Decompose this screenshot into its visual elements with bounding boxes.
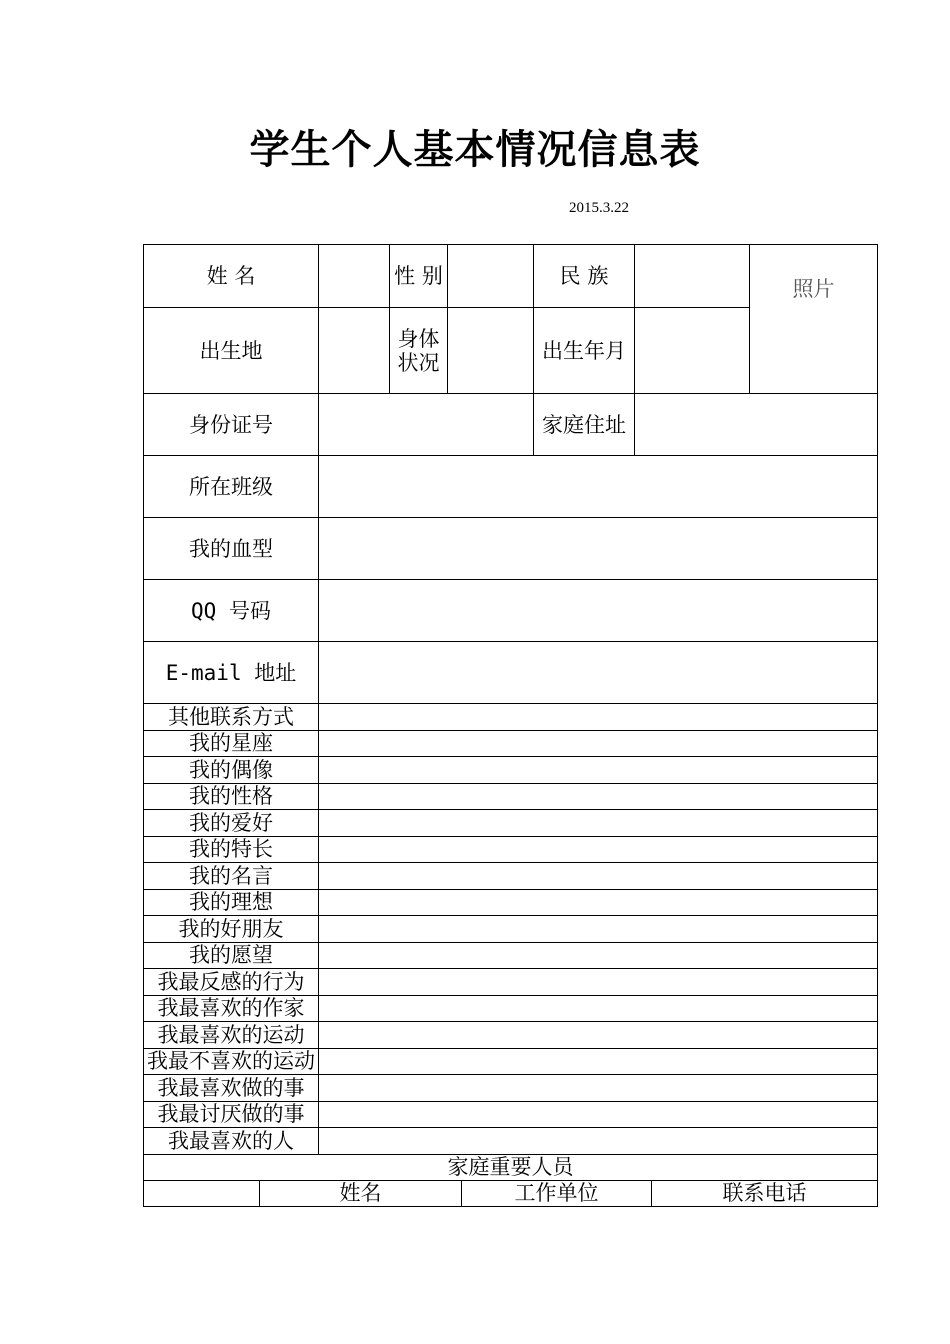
row-value-cell[interactable] bbox=[319, 783, 878, 810]
row-label: 其他联系方式 bbox=[144, 704, 319, 731]
row-other-contact bbox=[144, 704, 878, 731]
family-section-label: 家庭重要人员 bbox=[144, 1155, 878, 1181]
photo-cell[interactable] bbox=[750, 245, 878, 394]
row-label: 我的爱好 bbox=[144, 810, 319, 837]
row-favorite-writer bbox=[144, 995, 878, 1022]
row-label: 我最喜欢的运动 bbox=[144, 1022, 319, 1049]
row-wish bbox=[144, 942, 878, 969]
class-value-cell[interactable] bbox=[319, 456, 878, 518]
row-label: 我的好朋友 bbox=[144, 916, 319, 943]
row-value-cell[interactable] bbox=[319, 1022, 878, 1049]
row-ideal bbox=[144, 889, 878, 916]
row-label: 我最不喜欢的运动 bbox=[144, 1048, 319, 1075]
row-value-cell[interactable] bbox=[319, 1101, 878, 1128]
row-value-cell[interactable] bbox=[319, 863, 878, 890]
row-constellation bbox=[144, 730, 878, 757]
row-label: 我最喜欢的人 bbox=[144, 1128, 319, 1155]
row-motto bbox=[144, 863, 878, 890]
name-label: 姓 名 bbox=[144, 245, 319, 308]
row-value-cell[interactable] bbox=[319, 757, 878, 784]
qq-value-cell[interactable] bbox=[319, 580, 878, 642]
qq-label: QQ 号码 bbox=[144, 580, 319, 642]
row-label: 我的名言 bbox=[144, 863, 319, 890]
row-label: 我最讨厌做的事 bbox=[144, 1101, 319, 1128]
family-section-header-row bbox=[144, 1155, 878, 1181]
ethnicity-label: 民 族 bbox=[534, 245, 635, 308]
birth-month-value-cell[interactable] bbox=[635, 308, 750, 394]
row-blood-type bbox=[144, 518, 878, 580]
row-value-cell[interactable] bbox=[319, 1075, 878, 1102]
row-disliked-behavior bbox=[144, 969, 878, 996]
row-label: 我最喜欢的作家 bbox=[144, 995, 319, 1022]
family-col-workplace: 工作单位 bbox=[462, 1181, 652, 1207]
row-favorite-activity bbox=[144, 1075, 878, 1102]
photo-label: 照片 bbox=[792, 277, 835, 301]
birthplace-label: 出生地 bbox=[144, 308, 319, 394]
blood-type-value-cell[interactable] bbox=[319, 518, 878, 580]
family-col-blank bbox=[144, 1181, 260, 1207]
row-value-cell[interactable] bbox=[319, 810, 878, 837]
id-value-cell[interactable] bbox=[319, 394, 534, 456]
family-members-table bbox=[143, 1154, 878, 1207]
row-qq bbox=[144, 580, 878, 642]
row-label: 我的偶像 bbox=[144, 757, 319, 784]
row-email bbox=[144, 642, 878, 704]
row-personality bbox=[144, 783, 878, 810]
row-label: 我的星座 bbox=[144, 730, 319, 757]
form-title: 学生个人基本情况信息表 bbox=[249, 127, 701, 173]
row-label: 我的理想 bbox=[144, 889, 319, 916]
row-value-cell[interactable] bbox=[319, 730, 878, 757]
row-favorite-person bbox=[144, 1128, 878, 1155]
row-value-cell[interactable] bbox=[319, 836, 878, 863]
email-label: E-mail 地址 bbox=[144, 642, 319, 704]
row-label: 我最反感的行为 bbox=[144, 969, 319, 996]
row-value-cell[interactable] bbox=[319, 942, 878, 969]
gender-value-cell[interactable] bbox=[448, 245, 534, 308]
row-label: 我的愿望 bbox=[144, 942, 319, 969]
email-value-cell[interactable] bbox=[319, 642, 878, 704]
row-value-cell[interactable] bbox=[319, 916, 878, 943]
family-col-name: 姓名 bbox=[260, 1181, 462, 1207]
row-id bbox=[144, 394, 878, 456]
row-class bbox=[144, 456, 878, 518]
id-label: 身份证号 bbox=[144, 394, 319, 456]
address-value-cell[interactable] bbox=[635, 394, 878, 456]
ethnicity-value-cell[interactable] bbox=[635, 245, 750, 308]
address-label: 家庭住址 bbox=[534, 394, 635, 456]
row-least-favorite-activity bbox=[144, 1101, 878, 1128]
birth-month-label: 出生年月 bbox=[534, 308, 635, 394]
family-col-phone: 联系电话 bbox=[652, 1181, 878, 1207]
row-favorite-sport bbox=[144, 1022, 878, 1049]
row-name bbox=[144, 245, 878, 308]
row-label: 我的特长 bbox=[144, 836, 319, 863]
row-hobby bbox=[144, 810, 878, 837]
row-value-cell[interactable] bbox=[319, 1048, 878, 1075]
row-best-friend bbox=[144, 916, 878, 943]
birthplace-value-cell[interactable] bbox=[319, 308, 390, 394]
form-date: 2015.3.22 bbox=[569, 200, 629, 216]
row-value-cell[interactable] bbox=[319, 889, 878, 916]
family-column-header-row bbox=[144, 1181, 878, 1207]
row-value-cell[interactable] bbox=[319, 704, 878, 731]
health-label-line1: 身体 bbox=[397, 326, 440, 351]
name-value-cell[interactable] bbox=[319, 245, 390, 308]
blood-type-label: 我的血型 bbox=[144, 518, 319, 580]
health-label-line2: 状况 bbox=[397, 350, 440, 375]
row-value-cell[interactable] bbox=[319, 995, 878, 1022]
health-value-cell[interactable] bbox=[448, 308, 534, 394]
row-least-favorite-sport bbox=[144, 1048, 878, 1075]
row-label: 我最喜欢做的事 bbox=[144, 1075, 319, 1102]
row-value-cell[interactable] bbox=[319, 1128, 878, 1155]
student-info-table bbox=[143, 244, 878, 1155]
health-label bbox=[390, 308, 448, 394]
class-label: 所在班级 bbox=[144, 456, 319, 518]
gender-label: 性 别 bbox=[390, 245, 448, 308]
row-label: 我的性格 bbox=[144, 783, 319, 810]
row-value-cell[interactable] bbox=[319, 969, 878, 996]
row-talent bbox=[144, 836, 878, 863]
row-idol bbox=[144, 757, 878, 784]
